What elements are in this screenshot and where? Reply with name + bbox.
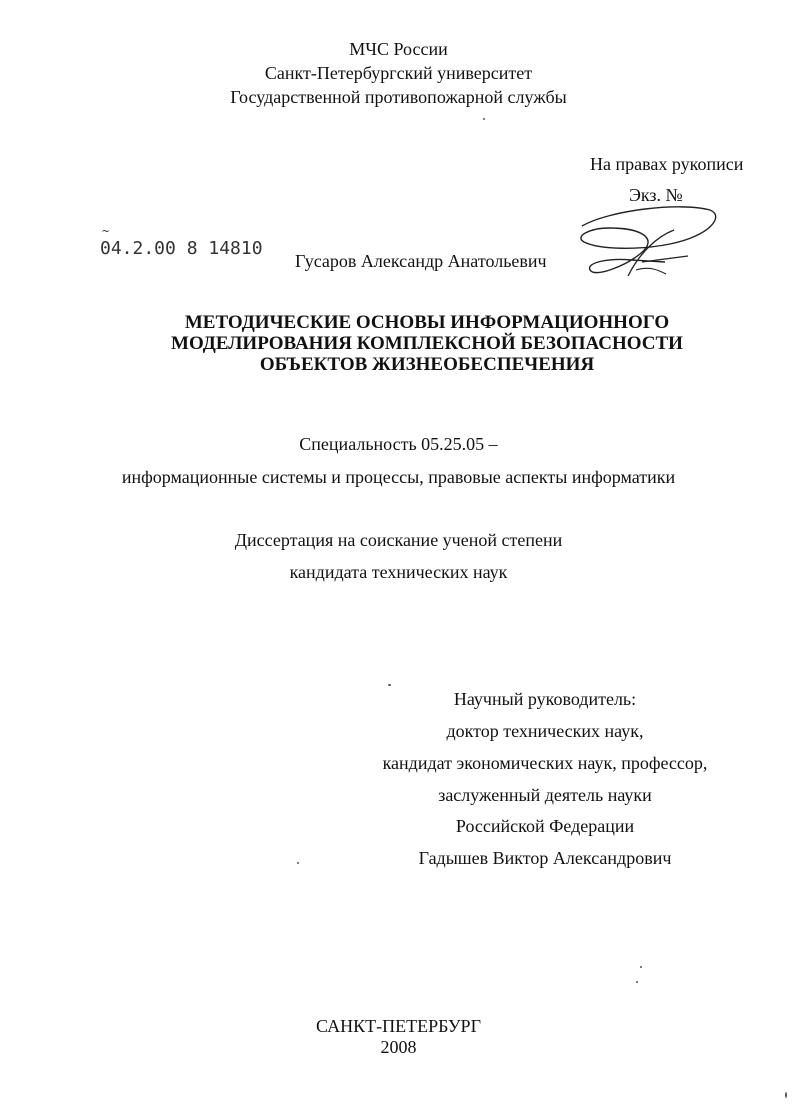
author-name: Гусаров Александр Анатольевич (295, 251, 547, 271)
footer-city: САНКТ-ПЕТЕРБУРГ (316, 1016, 481, 1036)
ministry-name: МЧС России (349, 39, 448, 59)
supervisor-label: Научный руководитель: (453, 689, 637, 709)
scan-speck (297, 862, 299, 864)
scan-speck (785, 1092, 787, 1098)
specialty-code: Специальность 05.25.05 – (299, 434, 498, 454)
supervisor-name: Гадышев Виктор Александрович (418, 848, 672, 868)
dissertation-line-1: Диссертация на соискание ученой степени (234, 530, 563, 550)
stamp-number: 04.2.00 8 14810 (100, 238, 263, 259)
scan-speck (483, 118, 485, 120)
specialty-name: информационные системы и процессы, правовые аспекты информатики (121, 467, 676, 487)
title-line-2: МОДЕЛИРОВАНИЯ КОМПЛЕКСНОЙ БЕЗОПАСНОСТИ (171, 333, 683, 354)
supervisor-degree-1: доктор технических наук, (446, 721, 644, 741)
supervisor-honor-2: Российской Федерации (455, 816, 635, 836)
copy-number-label: Экз. № (629, 185, 683, 205)
dissertation-line-2: кандидата технических наук (289, 562, 508, 582)
supervisor-honor-1: заслуженный деятель науки (438, 785, 652, 805)
scan-speck (640, 966, 642, 968)
title-line-3: ОБЪЕКТОВ ЖИЗНЕОБЕСПЕЧЕНИЯ (259, 354, 595, 375)
footer-year: 2008 (380, 1037, 417, 1057)
scan-speck (388, 684, 391, 686)
university-name: Санкт-Петербургский университет (264, 63, 533, 83)
signature-icon (570, 192, 730, 292)
scan-speck (636, 981, 638, 983)
title-line-1: МЕТОДИЧЕСКИЕ ОСНОВЫ ИНФОРМАЦИОННОГО (184, 312, 670, 333)
registration-stamp: ~ 04.2.00 8 14810 (100, 224, 263, 259)
manuscript-rights: На правах рукописи (590, 154, 744, 174)
supervisor-degree-2: кандидат экономических наук, профессор, (382, 753, 708, 773)
service-name: Государственной противопожарной службы (230, 87, 567, 107)
